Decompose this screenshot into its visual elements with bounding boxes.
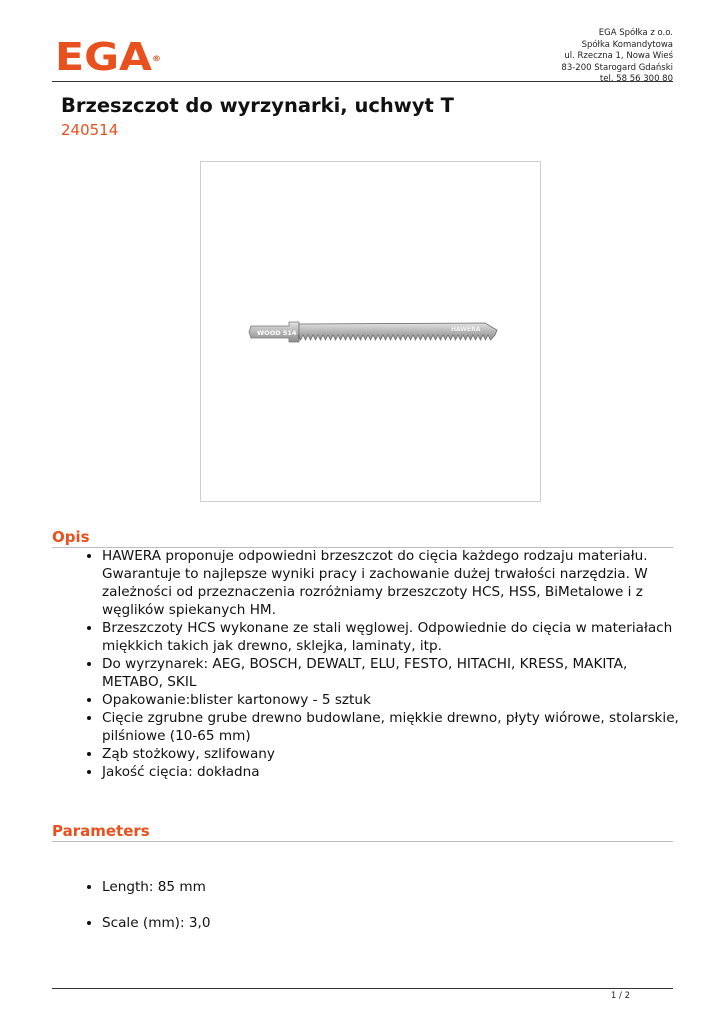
list-item: • HAWERA proponuje odpowiedni brzeszczot do cięcia każdego rodzaju materiału. Gwarantuje to najlepsze wyniki pracy i zachowanie dużej trwałości narzędzia. W zależności od przeznaczenia rozróżniamy brzeszczoty HCS, HSS, BiMetalowe i z węglików spiekanych HM. [102, 547, 692, 619]
company-logo [55, 35, 161, 79]
company-line: tel. 58 56 300 80 [599, 74, 673, 85]
blade-marking: WOOD 514 [257, 329, 297, 337]
list-item: • Jakość cięcia: dokładna [102, 763, 692, 781]
list-item: • Length: 85 mm [102, 878, 692, 896]
product-code: 240514 [61, 121, 119, 139]
list-item: • Cięcie zgrubne grube drewno budowlane, miękkie drewno, płyty wiórowe, stolarskie, pilśniowe (10-65 mm) [102, 709, 692, 745]
description-list [78, 547, 692, 781]
footer-divider [52, 988, 673, 989]
product-image [200, 161, 541, 502]
parameters-list [78, 878, 692, 950]
list-item: • Opakowanie:blister kartonowy - 5 sztuk [102, 691, 692, 709]
page-title: Brzeszczot do wyrzynarki, uchwyt T [61, 94, 454, 117]
parameters-divider [52, 841, 673, 842]
description-heading: Opis [52, 528, 90, 546]
jigsaw-blade-image [201, 162, 540, 501]
list-item: • Do wyrzynarek: AEG, BOSCH, DEWALT, ELU, FESTO, HITACHI, KRESS, MAKITA, METABO, SKIL [102, 655, 692, 691]
company-line: 83-200 Starogard Gdański [561, 62, 673, 73]
parameters-heading: Parameters [52, 822, 150, 840]
blade-brand-marking: HAWERA [451, 326, 481, 333]
logo-text: EGA [55, 35, 152, 79]
company-line: ul. Rzeczna 1, Nowa Wieś [564, 51, 673, 62]
company-line: EGA Spółka z o.o. [598, 28, 673, 38]
company-line: Spółka Komandytowa [581, 39, 673, 50]
company-address [561, 28, 673, 86]
page-number: 1 / 2 [610, 991, 630, 1001]
registered-mark: ® [151, 54, 161, 63]
list-item: • Scale (mm): 3,0 [102, 914, 692, 932]
list-item: • Ząb stożkowy, szlifowany [102, 745, 692, 763]
header-divider [52, 81, 673, 82]
list-item: • Brzeszczoty HCS wykonane ze stali węglowej. Odpowiednie do cięcia w materiałach miękkich takich jak drewno, sklejka, laminaty, itp. [102, 619, 692, 655]
